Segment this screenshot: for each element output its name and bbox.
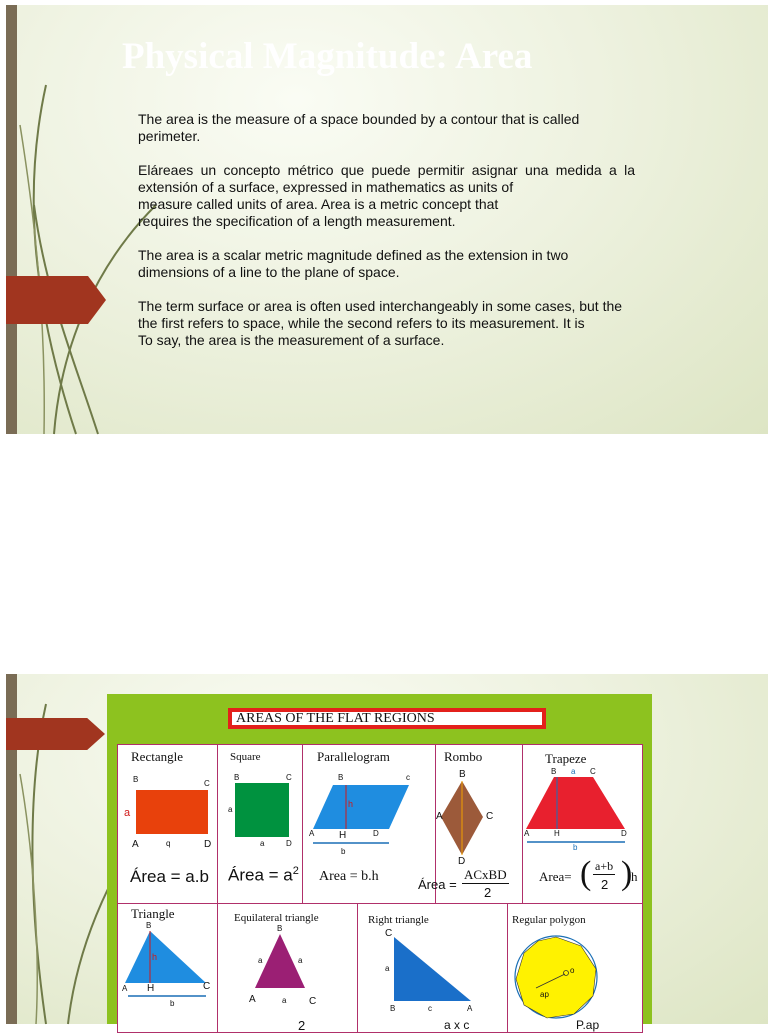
rombo-formula-prefix: Área = <box>418 877 457 892</box>
point-a: A <box>249 994 256 1005</box>
cell-trapeze <box>522 744 643 904</box>
right-triangle-label: Right triangle <box>368 914 429 926</box>
red-arrow-tag <box>6 276 106 324</box>
right-triangle-formula-partial: a x c <box>444 1018 470 1032</box>
right-triangle-shape <box>358 904 509 1034</box>
side-b: q <box>166 839 171 848</box>
point-c: C <box>286 773 292 782</box>
height-h: h <box>348 799 354 809</box>
regular-polygon-label: Regular polygon <box>512 914 586 926</box>
point-h: H <box>147 983 155 994</box>
paragraph-length-line: requires the specification of a length measurement. <box>138 213 456 229</box>
cell-regular-polygon <box>507 903 643 1033</box>
point-b: B <box>234 773 240 782</box>
cell-rectangle <box>117 744 218 904</box>
side-a-right: a <box>298 956 303 965</box>
side-a: a <box>228 805 233 814</box>
cell-parallelogram <box>302 744 436 904</box>
paragraph-definition: The area is the measure of a space bounded by a contour that is called perimeter. <box>138 111 580 144</box>
cell-right-triangle <box>357 903 508 1033</box>
paragraph-surface: The term surface or area is often used interchangeably in some cases, but the the first refers to space, while the second refers to its measurement. It is <box>138 298 623 331</box>
point-a: A <box>122 984 128 993</box>
point-c: C <box>385 928 393 939</box>
regular-polygon-formula-partial: P.ap <box>576 1018 600 1032</box>
trapeze-numerator: a+b <box>595 859 614 873</box>
point-d: D <box>458 856 466 867</box>
side-b: b <box>341 847 346 856</box>
paragraph-scalar: The area is a scalar metric magnitude defined as the extension in two dimensions of a line to the plane of space. <box>138 247 569 280</box>
height-h: h <box>152 952 158 962</box>
areas-banner: AREAS OF THE FLAT REGIONS <box>228 708 546 729</box>
parallelogram-formula: Area = b.h <box>319 869 379 884</box>
point-h: H <box>554 829 560 838</box>
point-b: B <box>551 767 557 776</box>
point-d: D <box>373 829 379 838</box>
paragraph-metric-concept: Eláreaes un concepto métrico que puede permitir asignar una medida a la extensión of a surface, expressed in mathematics as units of <box>138 162 635 195</box>
parallelogram-label: Parallelogram <box>317 749 390 764</box>
point-c: c <box>406 773 410 782</box>
side-c: c <box>428 1004 432 1013</box>
point-b: B <box>390 1004 396 1013</box>
point-d: D <box>204 839 212 850</box>
point-b: B <box>277 924 283 933</box>
side-a: a <box>571 767 576 776</box>
equilateral-formula-partial: 2 <box>298 1018 306 1033</box>
cell-equilateral-triangle <box>217 903 358 1033</box>
paren-left: ( <box>580 855 592 892</box>
areas-figure <box>107 694 652 1033</box>
side-a: a <box>385 964 390 973</box>
trapeze-formula-suffix: h <box>631 869 638 884</box>
point-c: C <box>309 996 317 1007</box>
point-a: A <box>132 839 139 850</box>
cell-rombo <box>418 744 523 904</box>
square-formula: Área = $a^2$ <box>228 865 299 885</box>
point-b: B <box>338 773 344 782</box>
rectangle-formula: Área = a.b <box>130 867 209 886</box>
paren-right: ) <box>621 855 633 892</box>
square-label: Square <box>230 751 261 763</box>
point-a: A <box>436 811 443 822</box>
point-b: B <box>133 775 139 784</box>
side-a: a <box>124 807 131 819</box>
point-d: D <box>286 839 292 848</box>
cell-triangle <box>117 903 218 1033</box>
cell-square <box>217 744 303 904</box>
triangle-label: Triangle <box>131 906 175 921</box>
trapeze-label: Trapeze <box>545 751 587 766</box>
rectangle-label: Rectangle <box>131 749 183 764</box>
paragraph-units-line: measure called units of area. Area is a metric concept that <box>138 196 499 212</box>
point-c: C <box>204 779 210 788</box>
point-d: D <box>621 829 627 838</box>
rombo-label: Rombo <box>444 749 483 764</box>
point-a: A <box>524 829 530 838</box>
regular-polygon-shape <box>508 904 644 1034</box>
apothem-ap: ap <box>540 990 549 999</box>
side-b: b <box>573 843 578 852</box>
point-b: B <box>459 769 466 780</box>
slide-physical-magnitude-area <box>6 5 768 434</box>
paragraph-conclusion: To say, the area is the measurement of a surface. <box>138 332 445 348</box>
side-b: b <box>170 999 175 1008</box>
trapeze-formula-prefix: Area= <box>539 869 572 884</box>
triangle-shape <box>118 904 219 1034</box>
page-title: Physical Magnitude: Area <box>122 36 533 77</box>
point-b: B <box>146 921 152 930</box>
equilateral-shape <box>218 904 359 1034</box>
left-accent-bar <box>6 5 17 434</box>
rombo-numerator: ACxBD <box>464 867 507 882</box>
point-a: A <box>467 1004 473 1013</box>
slide-areas-flat-regions <box>6 674 768 1033</box>
side-a-bottom: a <box>260 839 265 848</box>
body-text <box>138 111 635 349</box>
side-a-bottom: a <box>282 996 287 1005</box>
point-a: A <box>309 829 315 838</box>
center-o: o <box>570 966 575 975</box>
equilateral-label: Equilateral triangle <box>234 912 319 924</box>
point-c: C <box>486 811 494 822</box>
rombo-denominator: 2 <box>484 885 492 900</box>
side-a-left: a <box>258 956 263 965</box>
point-c: C <box>203 981 211 992</box>
point-c: C <box>590 767 596 776</box>
red-arrow-tag <box>6 718 105 750</box>
point-h: H <box>339 830 347 841</box>
trapeze-denominator: 2 <box>601 877 609 892</box>
